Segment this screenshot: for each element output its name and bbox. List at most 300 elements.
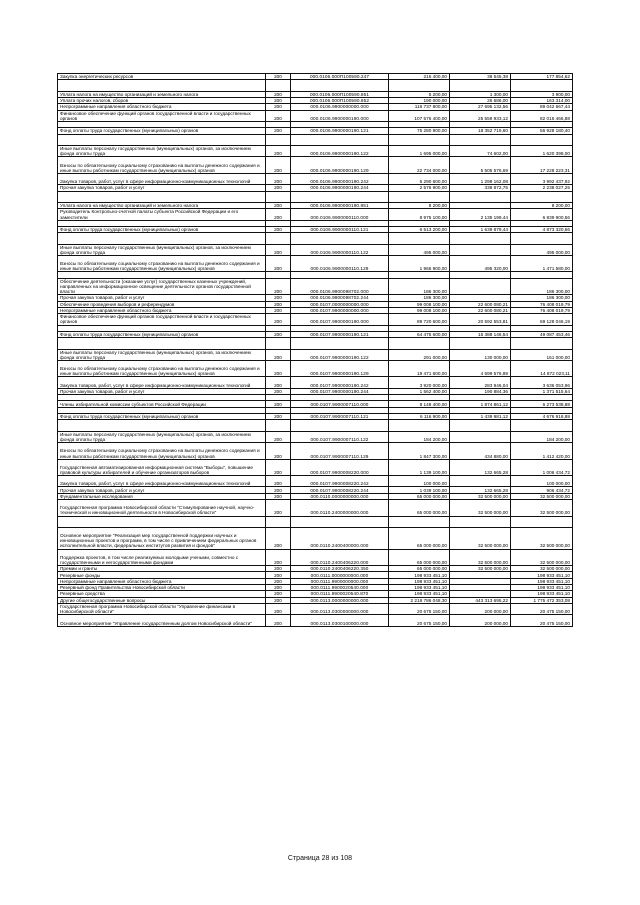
row-code-cell: 200 <box>266 97 291 103</box>
table-row <box>58 255 573 272</box>
row-code-cell <box>266 420 291 431</box>
row-unexecuted-amount-cell: 198 933 451,10 <box>511 584 573 590</box>
row-executed-amount-cell: 495 320,00 <box>450 255 511 272</box>
row-approved-amount-cell: 65 000 000,00 <box>389 527 450 549</box>
row-executed-amount-cell: 32 500 000,00 <box>450 566 511 572</box>
row-approved-amount-cell: 19 471 600,00 <box>389 360 450 377</box>
row-approved-amount-cell: 5 290 600,00 <box>389 173 450 184</box>
row-executed-amount-cell: 5 505 576,69 <box>450 157 511 174</box>
row-classification-code-cell: 000.0107.9900000000.000 <box>291 307 389 313</box>
row-code-cell: 200 <box>266 591 291 597</box>
row-approved-amount-cell: 190 000,00 <box>389 97 450 103</box>
row-unexecuted-amount-cell: 906 434,72 <box>511 487 573 493</box>
row-approved-amount-cell: 116 737 800,00 <box>389 104 450 110</box>
row-unexecuted-amount-cell: 495 000,00 <box>511 244 573 255</box>
row-name-cell: Премии и гранты <box>58 566 266 572</box>
row-unexecuted-amount-cell: 20 475 150,00 <box>511 615 573 626</box>
row-approved-amount-cell: 186 300,00 <box>389 295 450 301</box>
row-code-cell: 200 <box>266 314 291 325</box>
row-name-cell: Прочая закупка товаров, работ и услуг <box>58 487 266 493</box>
row-approved-amount-cell: 6 513 200,00 <box>389 226 450 232</box>
row-executed-amount-cell: 200 000,00 <box>450 603 511 614</box>
table-row <box>58 331 573 337</box>
row-approved-amount-cell: 1 847 300,00 <box>389 443 450 460</box>
row-code-cell: 200 <box>266 295 291 301</box>
row-executed-amount-cell: 190 884,36 <box>450 388 511 394</box>
table-row <box>58 338 573 349</box>
row-code-cell <box>266 80 291 91</box>
row-unexecuted-amount-cell: 1 620 398,00 <box>511 145 573 156</box>
row-approved-amount-cell: 495 000,00 <box>389 244 450 255</box>
table-row <box>58 244 573 255</box>
row-code-cell: 200 <box>266 104 291 110</box>
table-row <box>58 527 573 549</box>
row-code-cell: 200 <box>266 414 291 420</box>
row-name-cell: Закупка энергетических ресурсов <box>58 74 266 80</box>
row-approved-amount-cell: 1 562 400,00 <box>389 388 450 394</box>
row-code-cell: 200 <box>266 307 291 313</box>
row-code-cell: 200 <box>266 128 291 134</box>
row-unexecuted-amount-cell <box>511 338 573 349</box>
row-name-cell: Фонд оплаты труда государственных (муниципальных) органов <box>58 226 266 232</box>
row-executed-amount-cell: 32 500 000,00 <box>450 549 511 566</box>
row-unexecuted-amount-cell: 1 006 434,72 <box>511 459 573 476</box>
row-unexecuted-amount-cell: 4 676 918,88 <box>511 414 573 420</box>
row-approved-amount-cell: 8 975 100,00 <box>389 209 450 220</box>
row-executed-amount-cell: 22 600 080,21 <box>450 301 511 307</box>
row-code-cell: 200 <box>266 110 291 121</box>
row-classification-code-cell: 000.0106.9900098702.000 <box>291 278 389 295</box>
row-name-cell: Финансовое обеспечение функций органов государственной власти и государственных органов <box>58 110 266 121</box>
row-approved-amount-cell <box>389 80 450 91</box>
row-unexecuted-amount-cell <box>511 233 573 244</box>
row-approved-amount-cell: 198 933 451,10 <box>389 584 450 590</box>
row-classification-code-cell: 000.0106.000П100590.851 <box>291 91 389 97</box>
row-classification-code-cell: 000.0113.0300000000.000 <box>291 603 389 614</box>
table-row <box>58 597 573 603</box>
row-classification-code-cell: 000.0111.9900020540.000 <box>291 584 389 590</box>
table-row <box>58 431 573 442</box>
row-code-cell: 200 <box>266 615 291 626</box>
row-unexecuted-amount-cell: 2 238 027,25 <box>511 185 573 191</box>
row-approved-amount-cell: 20 675 150,00 <box>389 603 450 614</box>
row-executed-amount-cell: 1 300,00 <box>450 91 511 97</box>
row-unexecuted-amount-cell: 198 933 451,10 <box>511 578 573 584</box>
row-code-cell: 200 <box>266 401 291 407</box>
row-executed-amount-cell <box>450 191 511 202</box>
row-name-cell: Другие общегосударственные вопросы <box>58 597 266 603</box>
row-approved-amount-cell: 100 000,00 <box>389 476 450 487</box>
row-executed-amount-cell <box>450 338 511 349</box>
table-row <box>58 80 573 91</box>
row-unexecuted-amount-cell: 56 928 180,40 <box>511 128 573 134</box>
row-name-cell <box>58 420 266 431</box>
row-name-cell: Уплата налога на имущество организаций и земельного налога <box>58 202 266 208</box>
row-unexecuted-amount-cell: 198 933 451,10 <box>511 591 573 597</box>
row-classification-code-cell: 000.0111.9900000000.000 <box>291 578 389 584</box>
row-code-cell: 200 <box>266 549 291 566</box>
row-approved-amount-cell: 198 933 451,10 <box>389 572 450 578</box>
budget-execution-table <box>57 73 573 627</box>
row-unexecuted-amount-cell: 1 412 420,00 <box>511 443 573 460</box>
row-unexecuted-amount-cell: 186 300,00 <box>511 295 573 301</box>
row-approved-amount-cell: 22 734 000,00 <box>389 157 450 174</box>
table-row <box>58 104 573 110</box>
table-row <box>58 185 573 191</box>
row-unexecuted-amount-cell <box>511 420 573 431</box>
row-code-cell: 200 <box>266 388 291 394</box>
row-executed-amount-cell: 1 639 879,44 <box>450 226 511 232</box>
row-name-cell: Уплата налога на имущество организаций и земельного налога <box>58 91 266 97</box>
row-executed-amount-cell <box>450 516 511 527</box>
table-row <box>58 191 573 202</box>
row-code-cell: 200 <box>266 173 291 184</box>
row-classification-code-cell: 000.0107.9900007110.122 <box>291 431 389 442</box>
row-unexecuted-amount-cell: 184 200,00 <box>511 431 573 442</box>
row-approved-amount-cell: 8 200,00 <box>389 202 450 208</box>
row-name-cell: Взносы по обязательному социальному страхованию на выплаты денежного содержания и иные выплаты работникам государственных (муниципальных) органов <box>58 443 266 460</box>
row-classification-code-cell <box>291 80 389 91</box>
row-approved-amount-cell <box>389 420 450 431</box>
row-code-cell: 200 <box>266 527 291 549</box>
row-name-cell: Резервный фонд Правительства Новосибирской области <box>58 584 266 590</box>
row-code-cell: 200 <box>266 157 291 174</box>
row-executed-amount-cell: 18 352 719,60 <box>450 128 511 134</box>
row-name-cell: Поддержка проектов, в том числе реализуемых молодыми учеными, совместно с государственными и негосударственными фондами <box>58 549 266 566</box>
row-classification-code-cell: 000.0106.9900000000.000 <box>291 104 389 110</box>
row-unexecuted-amount-cell: 76 408 019,79 <box>511 301 573 307</box>
row-executed-amount-cell <box>450 134 511 145</box>
row-code-cell: 200 <box>266 349 291 360</box>
row-name-cell: Государственная программа Новосибирской области "Стимулирование научной, научно-технической и инновационной деятельности в Новосибирской области" <box>58 500 266 517</box>
row-approved-amount-cell: 8 148 400,00 <box>389 401 450 407</box>
row-executed-amount-cell <box>450 233 511 244</box>
table-row <box>58 307 573 313</box>
row-classification-code-cell: 000.0107.9900007110.000 <box>291 401 389 407</box>
row-code-cell <box>266 233 291 244</box>
table-row <box>58 476 573 487</box>
row-approved-amount-cell: 2 576 900,00 <box>389 185 450 191</box>
row-approved-amount-cell: 198 933 451,10 <box>389 578 450 584</box>
table-row <box>58 500 573 517</box>
row-name-cell: Непрограммные направления областного бюджета <box>58 307 266 313</box>
row-name-cell: Члены избирательной комиссии субъектов Российской Федерации <box>58 401 266 407</box>
table-row <box>58 233 573 244</box>
row-code-cell <box>266 338 291 349</box>
row-name-cell: Взносы по обязательному социальному страхованию на выплаты денежного содержания и иные выплаты работникам государственных (муниципальных) органов <box>58 157 266 174</box>
row-executed-amount-cell: 2 135 199,44 <box>450 209 511 220</box>
row-name-cell: Фундаментальные исследования <box>58 493 266 499</box>
row-classification-code-cell: 000.0106.9900000110.000 <box>291 209 389 220</box>
row-executed-amount-cell: 338 872,75 <box>450 185 511 191</box>
row-code-cell: 200 <box>266 566 291 572</box>
row-unexecuted-amount-cell: 32 500 000,00 <box>511 493 573 499</box>
row-approved-amount-cell: 99 008 100,00 <box>389 301 450 307</box>
table-row <box>58 173 573 184</box>
row-name-cell: Фонд оплаты труда государственных (муниципальных) органов <box>58 128 266 134</box>
row-classification-code-cell: 000.0111.0000000000.000 <box>291 572 389 578</box>
table-row <box>58 145 573 156</box>
row-unexecuted-amount-cell: 163 314,00 <box>511 97 573 103</box>
row-executed-amount-cell: 32 500 000,00 <box>450 500 511 517</box>
row-unexecuted-amount-cell: 198 933 451,10 <box>511 572 573 578</box>
row-name-cell: Руководитель Контрольно-счетной палаты субъекта Российской Федерации и его заместители <box>58 209 266 220</box>
row-unexecuted-amount-cell: 1 775 472 353,08 <box>511 597 573 603</box>
row-classification-code-cell: 000.0107.9900007110.121 <box>291 414 389 420</box>
row-code-cell: 200 <box>266 476 291 487</box>
row-code-cell: 200 <box>266 202 291 208</box>
row-approved-amount-cell <box>389 134 450 145</box>
row-code-cell: 200 <box>266 572 291 578</box>
row-classification-code-cell: 000.0106.9900098702.244 <box>291 295 389 301</box>
row-unexecuted-amount-cell: 1 471 580,00 <box>511 255 573 272</box>
row-classification-code-cell: 000.0107.9900008220.244 <box>291 487 389 493</box>
row-approved-amount-cell: 65 000 000,00 <box>389 493 450 499</box>
table-row <box>58 487 573 493</box>
row-executed-amount-cell: 283 946,04 <box>450 377 511 388</box>
row-code-cell: 200 <box>266 255 291 272</box>
row-name-cell <box>58 191 266 202</box>
row-name-cell <box>58 338 266 349</box>
row-executed-amount-cell: 22 600 080,21 <box>450 307 511 313</box>
row-approved-amount-cell: 64 475 600,00 <box>389 331 450 337</box>
row-classification-code-cell <box>291 134 389 145</box>
row-name-cell: Непрограммные направления областного бюджета <box>58 104 266 110</box>
row-unexecuted-amount-cell: 8 200,00 <box>511 202 573 208</box>
row-classification-code-cell: 000.0110.2400000000.000 <box>291 500 389 517</box>
row-approved-amount-cell: 216 400,00 <box>389 74 450 80</box>
row-executed-amount-cell: 443 313 695,22 <box>450 597 511 603</box>
row-name-cell <box>58 516 266 527</box>
row-code-cell: 200 <box>266 301 291 307</box>
row-classification-code-cell: 000.0106.9900000190.244 <box>291 185 389 191</box>
table-row <box>58 443 573 460</box>
row-unexecuted-amount-cell <box>511 516 573 527</box>
row-unexecuted-amount-cell <box>511 134 573 145</box>
row-name-cell <box>58 233 266 244</box>
row-executed-amount-cell: 1 874 861,12 <box>450 401 511 407</box>
row-executed-amount-cell: 25 559 933,12 <box>450 110 511 121</box>
row-approved-amount-cell: 1 039 100,00 <box>389 487 450 493</box>
row-unexecuted-amount-cell: 3 900,00 <box>511 91 573 97</box>
row-unexecuted-amount-cell: 100 000,00 <box>511 476 573 487</box>
row-approved-amount-cell <box>389 516 450 527</box>
row-classification-code-cell: 000.0110.2400400000.000 <box>291 527 389 549</box>
row-name-cell: Прочая закупка товаров, работ и услуг <box>58 295 266 301</box>
row-code-cell: 200 <box>266 459 291 476</box>
row-executed-amount-cell: 1 298 162,08 <box>450 173 511 184</box>
row-name-cell: Иные выплаты персоналу государственных (муниципальных) органов, за исключением фонда оплаты труда <box>58 349 266 360</box>
row-classification-code-cell <box>291 233 389 244</box>
row-name-cell: Обеспечение проведения выборов и референдумов <box>58 301 266 307</box>
row-classification-code-cell: 000.0106.9900000190.129 <box>291 157 389 174</box>
row-name-cell: Фонд оплаты труда государственных (муниципальных) органов <box>58 331 266 337</box>
row-name-cell: Основное мероприятие "Управление государственным долгом Новосибирской области" <box>58 615 266 626</box>
row-code-cell: 200 <box>266 443 291 460</box>
row-code-cell: 200 <box>266 584 291 590</box>
table-row <box>58 603 573 614</box>
row-code-cell: 200 <box>266 185 291 191</box>
row-unexecuted-amount-cell: 3 992 437,92 <box>511 173 573 184</box>
row-code-cell: 200 <box>266 360 291 377</box>
row-approved-amount-cell: 2 218 786 048,30 <box>389 597 450 603</box>
row-executed-amount-cell: 1 439 981,12 <box>450 414 511 420</box>
row-name-cell: Уплата прочих налогов, сборов <box>58 97 266 103</box>
row-classification-code-cell: 000.0106.9900000110.129 <box>291 255 389 272</box>
row-unexecuted-amount-cell: 32 500 000,00 <box>511 500 573 517</box>
row-classification-code-cell: 000.0111.9900020540.870 <box>291 591 389 597</box>
row-unexecuted-amount-cell: 69 128 046,19 <box>511 314 573 325</box>
row-unexecuted-amount-cell: 4 873 320,56 <box>511 226 573 232</box>
table-row <box>58 314 573 325</box>
row-code-cell <box>266 134 291 145</box>
row-unexecuted-amount-cell: 76 408 019,79 <box>511 307 573 313</box>
row-executed-amount-cell: 132 665,28 <box>450 487 511 493</box>
row-approved-amount-cell: 99 008 100,00 <box>389 307 450 313</box>
row-name-cell: Взносы по обязательному социальному страхованию на выплаты денежного содержания и иные выплаты работникам государственных (муниципальных) органов <box>58 360 266 377</box>
row-classification-code-cell <box>291 191 389 202</box>
table-row <box>58 157 573 174</box>
table-row <box>58 301 573 307</box>
row-approved-amount-cell: 65 000 000,00 <box>389 549 450 566</box>
row-executed-amount-cell: 26 686,00 <box>450 97 511 103</box>
row-approved-amount-cell: 186 300,00 <box>389 278 450 295</box>
row-approved-amount-cell: 1 695 000,00 <box>389 145 450 156</box>
row-code-cell: 200 <box>266 487 291 493</box>
row-classification-code-cell: 000.0107.9900000190.242 <box>291 377 389 388</box>
row-unexecuted-amount-cell: 49 087 453,46 <box>511 331 573 337</box>
row-unexecuted-amount-cell: 161 000,00 <box>511 349 573 360</box>
row-classification-code-cell: 000.0107.9900000190.129 <box>291 360 389 377</box>
row-unexecuted-amount-cell: 32 500 000,00 <box>511 527 573 549</box>
row-unexecuted-amount-cell: 6 839 900,56 <box>511 209 573 220</box>
row-unexecuted-amount-cell: 82 016 466,88 <box>511 110 573 121</box>
row-classification-code-cell: 000.0107.0000000000.000 <box>291 301 389 307</box>
row-classification-code-cell: 000.0107.9900000190.244 <box>291 388 389 394</box>
table-row <box>58 615 573 626</box>
row-code-cell: 200 <box>266 278 291 295</box>
row-unexecuted-amount-cell: 186 300,00 <box>511 278 573 295</box>
row-executed-amount-cell <box>450 420 511 431</box>
row-name-cell: Прочая закупка товаров, работ и услуг <box>58 388 266 394</box>
row-classification-code-cell: 000.0106.000П100590.852 <box>291 97 389 103</box>
row-approved-amount-cell <box>389 338 450 349</box>
row-approved-amount-cell: 5 200,00 <box>389 91 450 97</box>
row-executed-amount-cell: 15 388 146,54 <box>450 331 511 337</box>
row-classification-code-cell: 000.0107.9900008220.000 <box>291 459 389 476</box>
row-code-cell: 200 <box>266 91 291 97</box>
row-approved-amount-cell: 20 675 150,00 <box>389 615 450 626</box>
row-executed-amount-cell: 200 000,00 <box>450 615 511 626</box>
row-code-cell: 200 <box>266 578 291 584</box>
table-row <box>58 209 573 220</box>
row-name-cell: Иные выплаты персоналу государственных (муниципальных) органов, за исключением фонда оплаты труда <box>58 145 266 156</box>
row-code-cell: 200 <box>266 500 291 517</box>
row-approved-amount-cell: 107 576 400,00 <box>389 110 450 121</box>
table-row <box>58 516 573 527</box>
row-unexecuted-amount-cell: 1 371 515,64 <box>511 388 573 394</box>
row-approved-amount-cell: 1 966 900,00 <box>389 255 450 272</box>
row-code-cell: 200 <box>266 74 291 80</box>
row-unexecuted-amount-cell: 89 042 667,44 <box>511 104 573 110</box>
row-classification-code-cell: 000.0107.9900008220.242 <box>291 476 389 487</box>
row-approved-amount-cell: 291 000,00 <box>389 349 450 360</box>
row-unexecuted-amount-cell: 32 500 000,00 <box>511 549 573 566</box>
table-row <box>58 91 573 97</box>
row-unexecuted-amount-cell: 14 872 023,11 <box>511 360 573 377</box>
row-name-cell: Прочая закупка товаров, работ и услуг <box>58 185 266 191</box>
row-approved-amount-cell: 75 280 900,00 <box>389 128 450 134</box>
row-name-cell: Государственная программа Новосибирской области "Управление финансами в Новосибирской области" <box>58 603 266 614</box>
row-code-cell: 200 <box>266 603 291 614</box>
row-unexecuted-amount-cell: 6 273 538,88 <box>511 401 573 407</box>
row-classification-code-cell <box>291 420 389 431</box>
row-approved-amount-cell: 89 720 600,00 <box>389 314 450 325</box>
row-unexecuted-amount-cell <box>511 191 573 202</box>
row-classification-code-cell: 000.0110.2400406220.000 <box>291 549 389 566</box>
row-classification-code-cell: 000.0107.9900000190.122 <box>291 349 389 360</box>
row-classification-code-cell: 000.0106.9900000190.121 <box>291 128 389 134</box>
row-approved-amount-cell: 198 933 451,10 <box>389 591 450 597</box>
table-row <box>58 420 573 431</box>
row-name-cell: Резервные фонды <box>58 572 266 578</box>
table-row <box>58 401 573 407</box>
table-row <box>58 388 573 394</box>
row-code-cell: 200 <box>266 209 291 220</box>
page-number: Страница 28 из 108 <box>287 855 353 862</box>
row-code-cell: 200 <box>266 431 291 442</box>
row-classification-code-cell: 000.0110.0000000000.000 <box>291 493 389 499</box>
row-classification-code-cell: 000.0106.9900000190.851 <box>291 202 389 208</box>
row-classification-code-cell: 000.0113.0000000000.000 <box>291 597 389 603</box>
row-name-cell: Обеспечение деятельности (оказание услуг) государственных казенных учреждений, направленных на информационное освещение деятельности органов государственной власти <box>58 278 266 295</box>
row-approved-amount-cell: 6 116 900,00 <box>389 414 450 420</box>
row-unexecuted-amount-cell: 177 854,62 <box>511 74 573 80</box>
row-unexecuted-amount-cell <box>511 80 573 91</box>
table-row <box>58 226 573 232</box>
table-body <box>58 74 573 627</box>
row-unexecuted-amount-cell: 32 500 000,00 <box>511 566 573 572</box>
row-unexecuted-amount-cell: 17 228 223,31 <box>511 157 573 174</box>
row-executed-amount-cell: 434 880,00 <box>450 443 511 460</box>
row-code-cell: 200 <box>266 226 291 232</box>
row-classification-code-cell <box>291 338 389 349</box>
row-executed-amount-cell: 32 500 000,00 <box>450 493 511 499</box>
row-name-cell: Финансовое обеспечение функций органов государственной власти и государственных органов <box>58 314 266 325</box>
table-row <box>58 134 573 145</box>
row-classification-code-cell: 000.0107.9900000190.000 <box>291 314 389 325</box>
row-name-cell: Закупка товаров, работ, услуг в сфере информационно-коммуникационных технологий <box>58 173 266 184</box>
table-row <box>58 349 573 360</box>
row-approved-amount-cell <box>389 191 450 202</box>
row-name-cell: Резервные средства <box>58 591 266 597</box>
row-classification-code-cell: 000.0106.9900000110.122 <box>291 244 389 255</box>
row-executed-amount-cell: 74 602,00 <box>450 145 511 156</box>
row-unexecuted-amount-cell: 20 475 150,00 <box>511 603 573 614</box>
row-approved-amount-cell: 184 200,00 <box>389 431 450 442</box>
table-row <box>58 549 573 566</box>
row-executed-amount-cell: 132 665,28 <box>450 459 511 476</box>
row-approved-amount-cell: 3 920 000,00 <box>389 377 450 388</box>
row-name-cell: Взносы по обязательному социальному страхованию на выплаты денежного содержания и иные выплаты работникам государственных (муниципальных) органов <box>58 255 266 272</box>
row-code-cell <box>266 191 291 202</box>
row-executed-amount-cell: 20 592 553,81 <box>450 314 511 325</box>
row-executed-amount-cell: 130 000,00 <box>450 349 511 360</box>
row-classification-code-cell: 000.0110.2400406220.350 <box>291 566 389 572</box>
row-classification-code-cell: 000.0106.9900000190.122 <box>291 145 389 156</box>
table-row <box>58 278 573 295</box>
row-name-cell: Государственная автоматизированная информационная система "Выборы", повышение правовой культуры избирателей и обучение организаторов выборов <box>58 459 266 476</box>
